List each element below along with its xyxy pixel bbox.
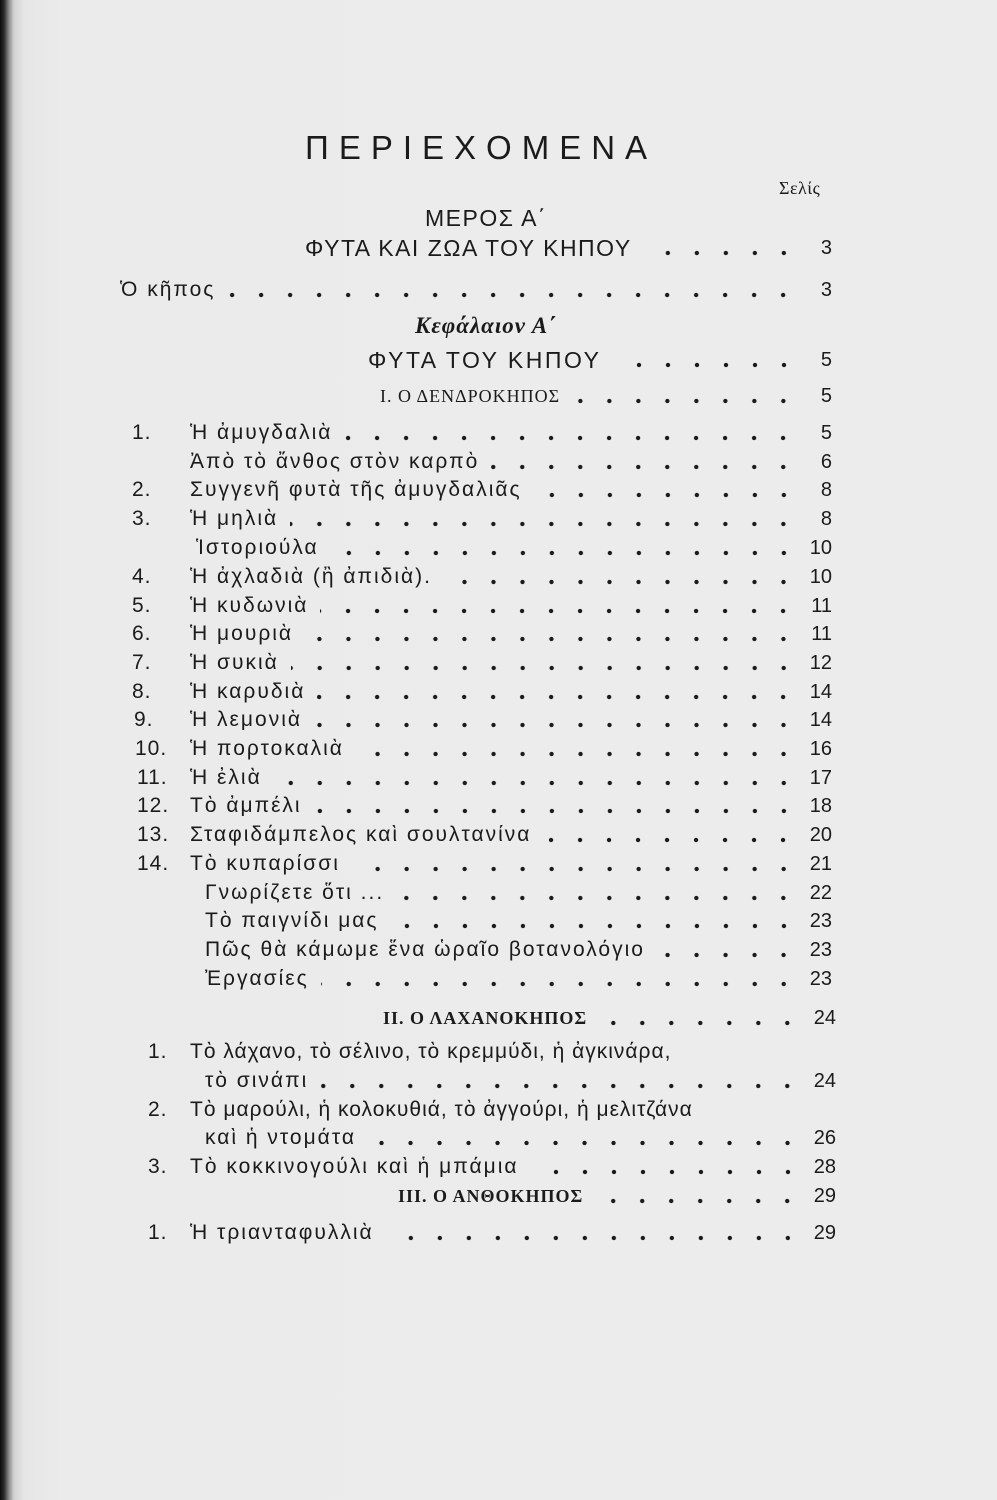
page-column-label: Σελίς (779, 178, 821, 198)
dot-leader (320, 591, 798, 621)
toc-entry (132, 677, 832, 707)
dot-leader (578, 381, 798, 411)
entry-title: Συγγενῆ φυτὰ τῆς ἀμυγδαλιᾶς (190, 478, 522, 501)
entry-page-number: 23 (809, 968, 832, 990)
entry-page-number: 11 (811, 595, 832, 617)
toc-entry (137, 791, 832, 821)
entry-page-number: 20 (809, 824, 832, 846)
dot-leader (368, 1123, 802, 1153)
entry-page-number: 23 (809, 939, 832, 961)
entry-number: 12. (137, 794, 170, 817)
toc-entry (132, 504, 832, 534)
dot-leader (344, 418, 798, 448)
dot-leader (391, 906, 798, 936)
entry-page-number: 11 (811, 623, 832, 645)
entry-page-number: 18 (809, 795, 832, 817)
toc-entry-continuation (205, 1123, 836, 1153)
entry-title: Τὸ κοκκινογούλι καὶ ἡ μπάμια (190, 1155, 519, 1178)
toc-entry (137, 849, 832, 879)
entry-page-number: 6 (820, 451, 832, 473)
entry-page-number: 14 (809, 709, 832, 731)
dot-leader (320, 1066, 802, 1096)
toc-entry (132, 648, 832, 678)
dot-leader (543, 820, 798, 850)
entry-number: 8. (132, 680, 152, 703)
entry-page-number: 12 (809, 652, 832, 674)
entry-title: Ἡ συκιὰ (190, 651, 279, 674)
toc-entry-continuation (205, 1066, 836, 1096)
entry-number: 10. (135, 737, 168, 760)
toc-subentry (190, 447, 832, 477)
dot-leader (291, 648, 798, 678)
entry-number: 1. (132, 421, 152, 444)
section-heading-row (383, 1003, 836, 1033)
entry-number: 1. (148, 1040, 168, 1063)
dot-leader (650, 233, 798, 263)
entry-title: Ἡ ἐλιὰ (190, 766, 262, 789)
dot-leader (593, 1003, 802, 1033)
toc-entry (137, 763, 832, 793)
section-heading-row (398, 1181, 836, 1211)
dot-leader (534, 475, 798, 505)
toc-entry (132, 591, 832, 621)
entry-page-number: 16 (809, 738, 832, 760)
dot-leader (290, 504, 798, 534)
entry-number: 6. (132, 622, 152, 645)
entry-title: Ἡ τριανταφυλλιὰ (190, 1221, 374, 1244)
part-heading: ΜΕΡΟΣ Α΄ (425, 205, 548, 231)
entry-page-number: 5 (820, 422, 832, 444)
dot-leader (396, 878, 798, 908)
entry-page-number: 8 (820, 508, 832, 530)
page-title: ΠΕΡΙΕΧΟΜΕΝΑ (305, 129, 658, 166)
section-heading-row (380, 381, 832, 411)
section-page-number: 5 (820, 385, 832, 407)
entry-number: 1. (148, 1221, 168, 1244)
dot-leader (331, 533, 798, 563)
entry-title: Τὸ ἀμπέλι (190, 794, 302, 817)
entry-title: Γνωρίζετε ὅτι ... (205, 881, 385, 904)
entry-page-number: 10 (809, 537, 832, 559)
dot-leader (444, 562, 798, 592)
entry-title: Ἡ μουριὰ (190, 622, 294, 645)
toc-entry (148, 1095, 836, 1125)
dot-leader (317, 677, 798, 707)
entry-page-number: 28 (813, 1156, 836, 1178)
entry-title: Τὸ λάχανο, τὸ σέλινο, τὸ κρεμμύδι, ἡ ἀγκινάρα, (190, 1040, 672, 1063)
entry-title: Ἡ πορτοκαλιὰ (190, 737, 344, 760)
dot-leader (601, 1181, 802, 1211)
dot-leader (386, 1218, 802, 1248)
entry-number: 5. (132, 594, 152, 617)
dot-leader (531, 1152, 802, 1182)
entry-title: Πῶς θὰ κάμωμε ἕνα ὡραῖο βοτανολόγιο (205, 938, 645, 961)
section-page-number: 29 (813, 1185, 836, 1207)
entry-title: Ἡ λεμονιὰ (190, 708, 302, 731)
toc-entry (137, 820, 832, 850)
dot-leader (491, 447, 798, 477)
entry-number: 3. (148, 1155, 168, 1178)
dot-leader (321, 964, 798, 994)
entry-number: 3. (132, 507, 152, 530)
dot-leader (620, 345, 799, 375)
entry-page-number: 14 (809, 681, 832, 703)
toc-entry (132, 619, 832, 649)
entry-number: 13. (137, 823, 170, 846)
entry-title-continuation: καὶ ἡ ντομάτα (205, 1126, 356, 1149)
dot-leader (274, 763, 798, 793)
entry-page-number: 3 (820, 279, 832, 301)
toc-subentry (196, 533, 832, 563)
dot-leader (227, 275, 798, 305)
entry-page-number: 21 (809, 853, 832, 875)
part-title: ΦΥΤΑ ΚΑΙ ΖΩΑ ΤΟΥ ΚΗΠΟΥ (305, 235, 632, 261)
entry-page-number: 23 (809, 910, 832, 932)
entry-title: Ἡ ἀχλαδιὰ (ἢ ἀπιδιὰ). (190, 565, 432, 588)
dot-leader (657, 935, 798, 965)
entry-number: 2. (132, 478, 152, 501)
entry-title: Τὸ μαρούλι, ἡ κολοκυθιά, τὸ ἀγγούρι, ἡ μελιτζάνα (190, 1098, 693, 1121)
entry-page-number: 22 (809, 882, 832, 904)
entry-number: 2. (148, 1098, 168, 1121)
entry-title: Ἡ κυδωνιὰ (190, 594, 309, 617)
entry-number: 7. (132, 651, 152, 674)
entry-page-number: 10 (809, 566, 832, 588)
intro-entry (120, 275, 832, 305)
dot-leader (356, 734, 798, 764)
dot-leader (352, 849, 798, 879)
part-title-row (305, 233, 832, 263)
dot-leader (314, 705, 798, 735)
chapter-title-row (368, 345, 832, 375)
toc-entry (132, 475, 832, 505)
toc-subentry (205, 964, 832, 994)
entry-title: Τὸ κυπαρίσσι (190, 852, 340, 875)
entry-page-number: 24 (813, 1070, 836, 1092)
section-heading: I. Ο ΔΕΝΔΡΟΚΗΠΟΣ (380, 386, 561, 406)
chapter-page-number: 5 (820, 349, 832, 371)
section-heading: II. Ο ΛΑΧΑΝΟΚΗΠΟΣ (383, 1008, 588, 1028)
entry-number: 4. (132, 565, 152, 588)
dot-leader (305, 619, 798, 649)
toc-entry (134, 705, 832, 735)
entry-title: Ἱστοριούλα (196, 536, 319, 559)
entry-title: Ὁ κῆπος (120, 278, 216, 301)
toc-subentry (205, 878, 832, 908)
part-page-number: 3 (820, 237, 832, 259)
entry-page-number: 26 (813, 1127, 836, 1149)
entry-title: Ἀπὸ τὸ ἄνθος στὸν καρπὸ (190, 450, 480, 473)
entry-title: Ἡ καρυδιὰ (190, 680, 306, 703)
entry-page-number: 8 (820, 479, 832, 501)
toc-subentry (205, 906, 832, 936)
entry-number: 9. (134, 708, 154, 731)
section-page-number: 24 (813, 1007, 836, 1029)
entry-title: Τὸ παιγνίδι μας (205, 909, 379, 932)
entry-number: 11. (137, 766, 168, 789)
toc-entry (148, 1152, 836, 1182)
toc-entry (135, 734, 832, 764)
chapter-title: ΦΥΤΑ ΤΟΥ ΚΗΠΟΥ (368, 347, 602, 373)
entry-title-continuation: τὸ σινάπι (205, 1069, 309, 1092)
entry-title: Ἡ ἀμυγδαλιὰ (190, 421, 333, 444)
toc-entry (132, 418, 832, 448)
entry-page-number: 17 (809, 767, 832, 789)
toc-entry (148, 1037, 836, 1067)
chapter-heading: Κεφάλαιον Α΄ (415, 313, 557, 338)
entry-title: Ἡ μηλιὰ (190, 507, 279, 530)
toc-entry (148, 1218, 836, 1248)
section-heading: III. Ο ΑΝΘΟΚΗΠΟΣ (398, 1186, 584, 1206)
toc-entry (132, 562, 832, 592)
entry-title: Ἐργασίες (205, 967, 309, 990)
toc-subentry (205, 935, 832, 965)
entry-title: Σταφιδάμπελος καὶ σουλτανίνα (190, 823, 532, 846)
entry-number: 14. (137, 852, 170, 875)
dot-leader (314, 791, 798, 821)
entry-page-number: 29 (813, 1222, 836, 1244)
